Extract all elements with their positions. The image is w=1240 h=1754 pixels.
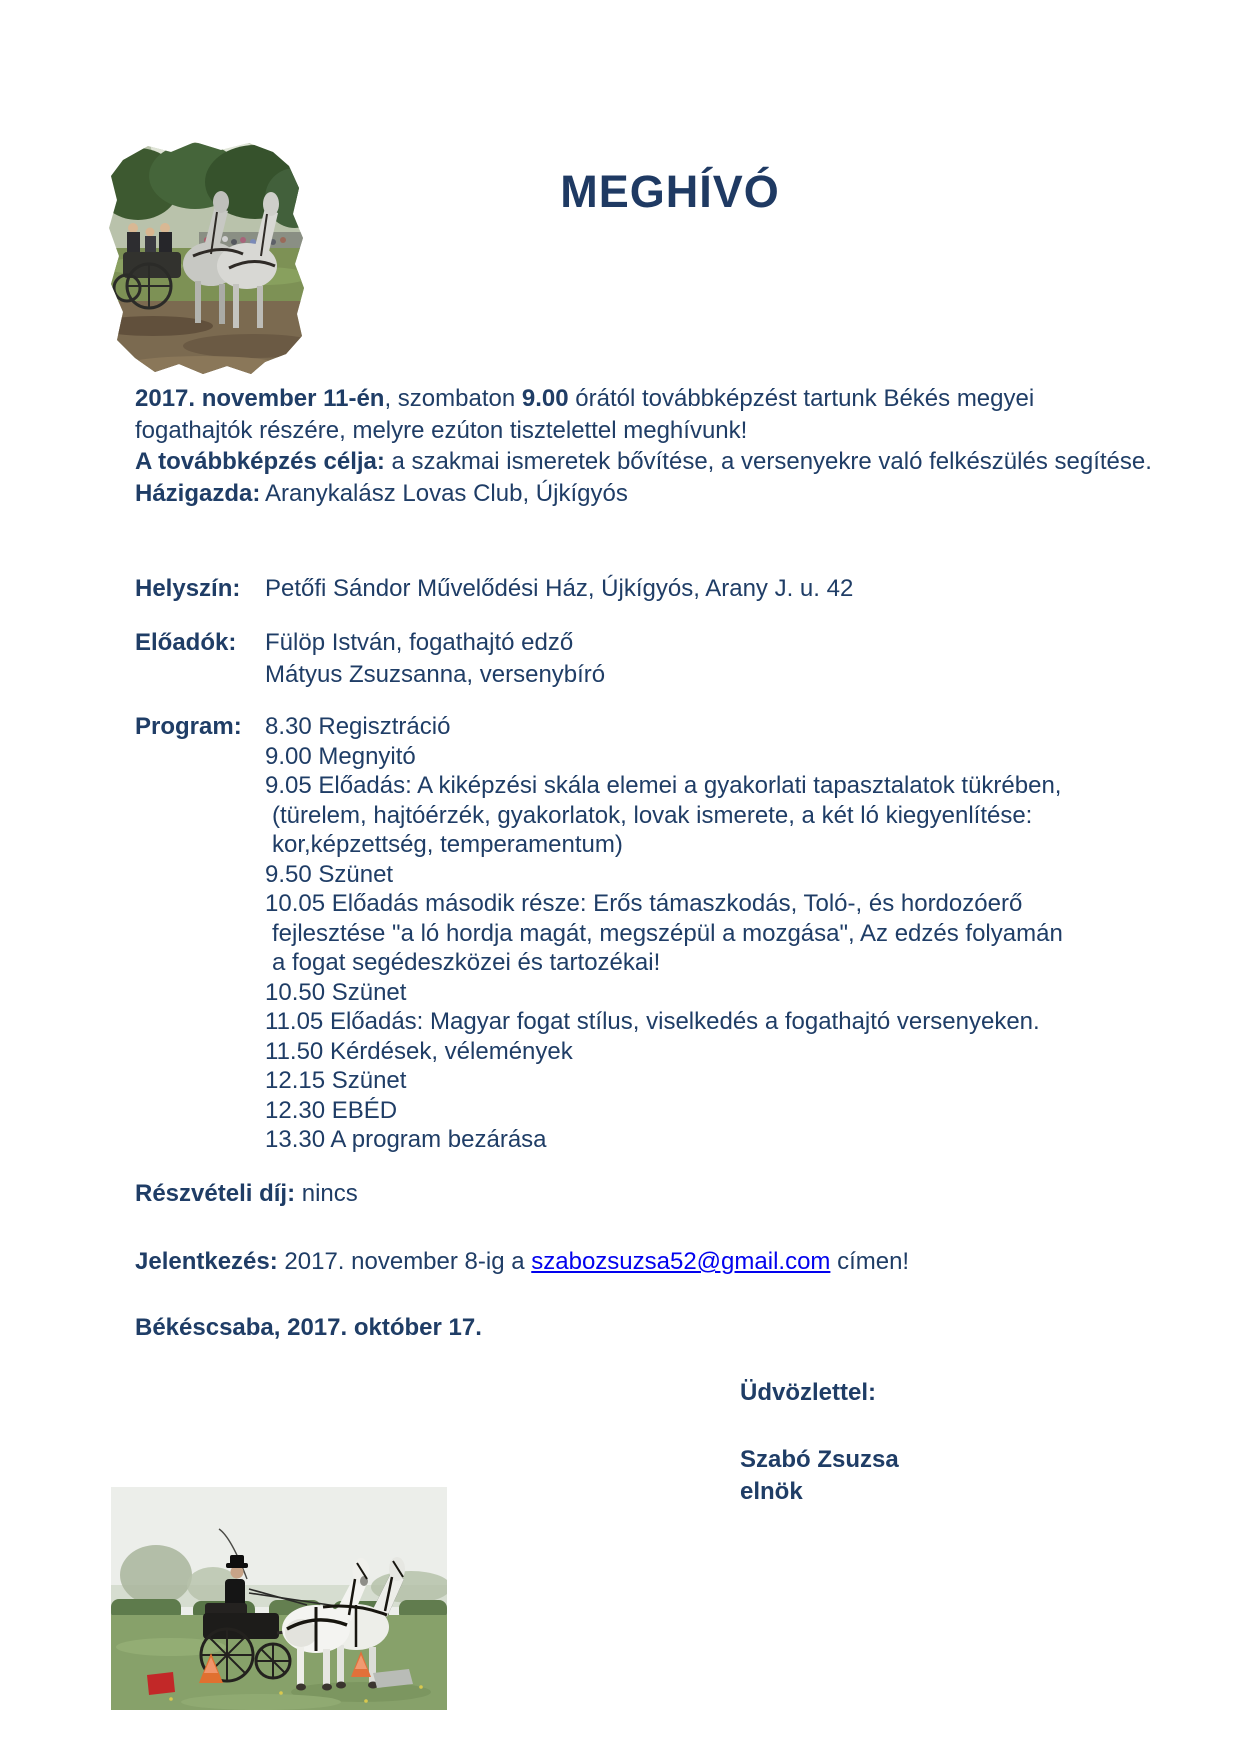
program-line: 10.50 Szünet bbox=[265, 978, 407, 1006]
intro-paragraph bbox=[135, 383, 1155, 446]
closing-greeting: Üdvözlettel: bbox=[740, 1379, 877, 1406]
intro-rest: órától továbbképzést tartunk Békés megyei fogathajtók részére, melyre ezúton tisztelettel meghívunk! bbox=[135, 385, 1035, 444]
purpose-label: A továbbképzés célja: bbox=[135, 448, 385, 475]
speaker-line: Fülöp István, fogathajtó edző bbox=[265, 629, 574, 656]
program-line: 13.30 A program bezárása bbox=[265, 1126, 547, 1153]
program-line: 12.30 EBÉD bbox=[265, 1096, 398, 1124]
speakers-label: Előadók: bbox=[135, 629, 237, 656]
signature-block bbox=[740, 1444, 1140, 1508]
purpose-paragraph bbox=[135, 446, 1155, 478]
fee-label: Részvételi díj: bbox=[135, 1180, 296, 1207]
intro-mid: , szombaton bbox=[384, 385, 522, 412]
email-link[interactable]: szabozsuzsa52@gmail.com bbox=[531, 1248, 831, 1275]
program-line: 10.05 Előadás második része: Erős támaszkodás, Toló-, és hordozóerő bbox=[265, 890, 1023, 917]
venue-value: Petőfi Sándor Művelődési Ház, Újkígyós, Arany J. u. 42 bbox=[265, 575, 854, 602]
program-row bbox=[135, 712, 1155, 1155]
registration-label: Jelentkezés: bbox=[135, 1248, 278, 1275]
venue-label: Helyszín: bbox=[135, 575, 241, 602]
program-label: Program: bbox=[135, 713, 242, 740]
program-line: 8.30 Regisztráció bbox=[265, 713, 451, 740]
fee-value: nincs bbox=[295, 1180, 358, 1207]
program-line: 9.00 Megnyitó bbox=[265, 742, 416, 770]
program-line: fejlesztése "a ló hordja magát, megszépül a mozgása", Az edzés folyamán bbox=[272, 919, 1063, 947]
registration-after: címen! bbox=[830, 1248, 910, 1275]
dateline: Békéscsaba, 2017. október 17. bbox=[135, 1314, 482, 1341]
signature-role: elnök bbox=[740, 1478, 803, 1505]
program-line: 9.05 Előadás: A kiképzési skála elemei a gyakorlati tapasztalatok tükrében, bbox=[265, 772, 1062, 799]
registration-before: 2017. november 8-ig a bbox=[277, 1248, 532, 1275]
bottom-photo-carriage-competition bbox=[111, 1487, 447, 1710]
speaker-line: Mátyus Zsuzsanna, versenybíró bbox=[265, 660, 606, 688]
program-line: a fogat segédeszközei és tartozékai! bbox=[272, 949, 661, 976]
program-line: (türelem, hajtóérzék, gyakorlatok, lovak ismerete, a két ló kiegyenlítése: bbox=[272, 801, 1033, 829]
page-title: MEGHÍVÓ bbox=[560, 166, 780, 217]
program-line: 11.50 Kérdések, vélemények bbox=[265, 1037, 573, 1065]
program-line: 11.05 Előadás: Magyar fogat stílus, viselkedés a fogathajtó versenyeken. bbox=[265, 1008, 1040, 1035]
program-line: 9.50 Szünet bbox=[265, 860, 394, 888]
speakers-row bbox=[135, 627, 1155, 690]
fee-row bbox=[135, 1178, 1155, 1210]
venue-row bbox=[135, 573, 1155, 605]
top-photo-horse-carriage bbox=[103, 136, 310, 376]
host-label: Házigazda: bbox=[135, 479, 261, 507]
purpose-text: a szakmai ismeretek bővítése, a versenyekre való felkészülés segítése. bbox=[384, 448, 1152, 475]
intro-section bbox=[135, 383, 1155, 509]
host-value: Aranykalász Lovas Club, Újkígyós bbox=[265, 479, 628, 507]
speakers-value bbox=[265, 627, 1155, 690]
registration-row bbox=[135, 1246, 1155, 1278]
host-row bbox=[135, 478, 1155, 510]
program-line: kor,képzettség, temperamentum) bbox=[272, 831, 623, 858]
signature-name: Szabó Zsuzsa bbox=[740, 1446, 899, 1473]
intro-date: 2017. november 11-én bbox=[135, 385, 385, 412]
program-schedule bbox=[265, 712, 1155, 1155]
program-line: 12.15 Szünet bbox=[265, 1067, 407, 1094]
intro-time: 9.00 bbox=[521, 385, 569, 412]
